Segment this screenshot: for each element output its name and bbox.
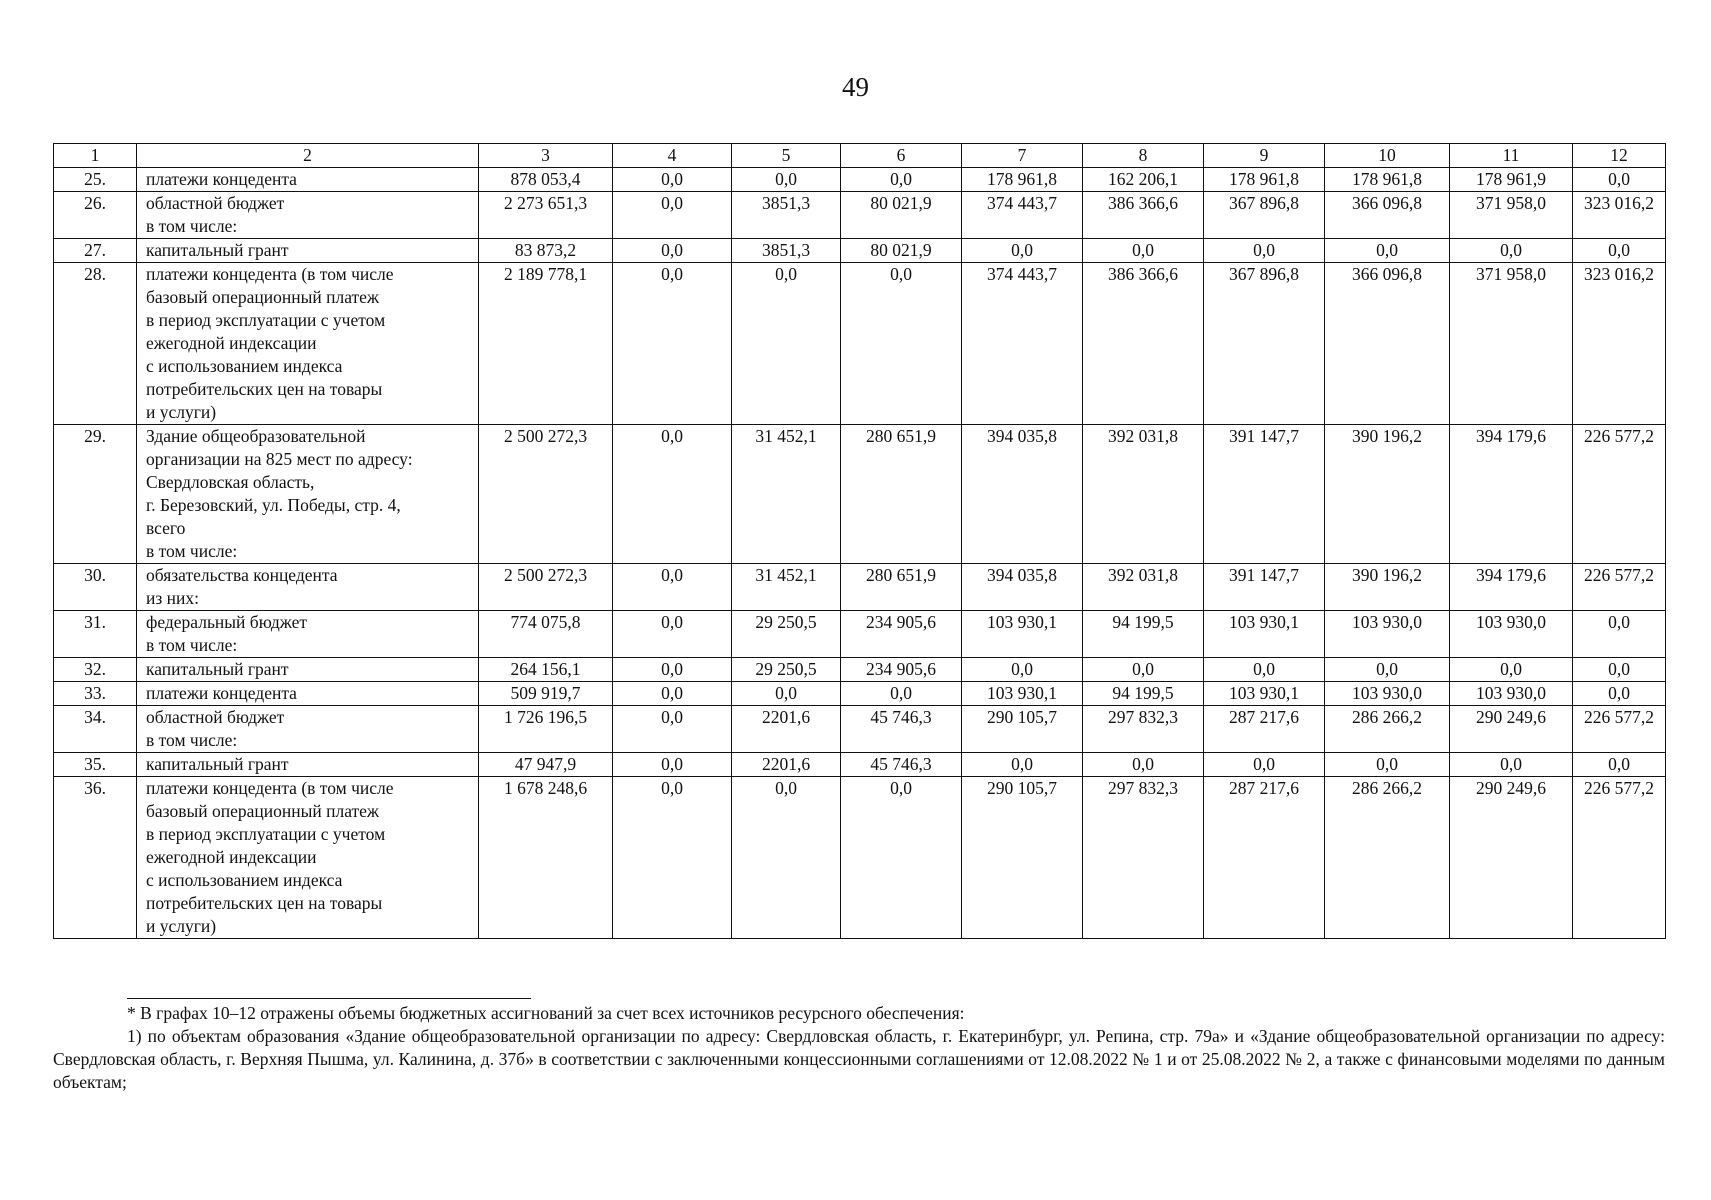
column-header: 11 — [1450, 144, 1573, 168]
value-cell: 47 947,9 — [479, 753, 613, 777]
table-row — [54, 564, 1666, 611]
value-cell: 0,0 — [1573, 682, 1666, 706]
row-name-cell: Здание общеобразовательной организации на 825 мест по адресу: Свердловская область, г. Березовский, ул. Победы, стр. 4, всего в том числе: — [137, 425, 479, 564]
value-cell: 94 199,5 — [1083, 611, 1204, 658]
footnotes — [53, 1002, 1665, 1094]
value-cell: 0,0 — [1325, 239, 1450, 263]
value-cell: 103 930,1 — [1204, 682, 1325, 706]
value-cell: 0,0 — [732, 263, 841, 425]
value-cell: 0,0 — [962, 753, 1083, 777]
value-cell: 0,0 — [841, 777, 962, 939]
value-cell: 178 961,9 — [1450, 168, 1573, 192]
value-cell: 367 896,8 — [1204, 263, 1325, 425]
value-cell: 0,0 — [613, 168, 732, 192]
row-name-cell: капитальный грант — [137, 239, 479, 263]
row-number-cell: 36. — [54, 777, 137, 939]
value-cell: 3851,3 — [732, 239, 841, 263]
value-cell: 0,0 — [841, 682, 962, 706]
value-cell: 394 035,8 — [962, 425, 1083, 564]
value-cell: 0,0 — [1325, 753, 1450, 777]
column-header: 1 — [54, 144, 137, 168]
row-name-cell: платежи концедента — [137, 168, 479, 192]
column-header: 12 — [1573, 144, 1666, 168]
value-cell: 0,0 — [841, 168, 962, 192]
value-cell: 366 096,8 — [1325, 192, 1450, 239]
value-cell: 2 500 272,3 — [479, 564, 613, 611]
value-cell: 0,0 — [1573, 168, 1666, 192]
value-cell: 3851,3 — [732, 192, 841, 239]
value-cell: 0,0 — [613, 777, 732, 939]
value-cell: 286 266,2 — [1325, 706, 1450, 753]
value-cell: 103 930,1 — [962, 611, 1083, 658]
value-cell: 31 452,1 — [732, 425, 841, 564]
value-cell: 31 452,1 — [732, 564, 841, 611]
value-cell: 390 196,2 — [1325, 564, 1450, 611]
footnote-note: * В графах 10–12 отражены объемы бюджетных ассигнований за счет всех источников ресурсного обеспечения: — [127, 1003, 965, 1023]
value-cell: 0,0 — [1204, 753, 1325, 777]
value-cell: 80 021,9 — [841, 192, 962, 239]
value-cell: 226 577,2 — [1573, 564, 1666, 611]
column-header: 10 — [1325, 144, 1450, 168]
row-name-cell: капитальный грант — [137, 753, 479, 777]
value-cell: 103 930,1 — [1204, 611, 1325, 658]
value-cell: 391 147,7 — [1204, 425, 1325, 564]
value-cell: 0,0 — [613, 658, 732, 682]
table-row — [54, 682, 1666, 706]
value-cell: 323 016,2 — [1573, 192, 1666, 239]
value-cell: 0,0 — [1325, 658, 1450, 682]
row-number-cell: 35. — [54, 753, 137, 777]
column-header: 4 — [613, 144, 732, 168]
value-cell: 226 577,2 — [1573, 425, 1666, 564]
value-cell: 0,0 — [962, 239, 1083, 263]
value-cell: 1 726 196,5 — [479, 706, 613, 753]
value-cell: 103 930,0 — [1450, 611, 1573, 658]
value-cell: 2201,6 — [732, 753, 841, 777]
value-cell: 371 958,0 — [1450, 192, 1573, 239]
column-header: 9 — [1204, 144, 1325, 168]
row-number-cell: 30. — [54, 564, 137, 611]
row-number-cell: 29. — [54, 425, 137, 564]
column-header: 7 — [962, 144, 1083, 168]
row-name-cell: обязательства концедента из них: — [137, 564, 479, 611]
value-cell: 45 746,3 — [841, 706, 962, 753]
row-name-cell: федеральный бюджет в том числе: — [137, 611, 479, 658]
value-cell: 29 250,5 — [732, 611, 841, 658]
table-row — [54, 168, 1666, 192]
value-cell: 394 179,6 — [1450, 425, 1573, 564]
value-cell: 392 031,8 — [1083, 425, 1204, 564]
value-cell: 290 249,6 — [1450, 706, 1573, 753]
value-cell: 0,0 — [613, 425, 732, 564]
table-row — [54, 753, 1666, 777]
value-cell: 374 443,7 — [962, 192, 1083, 239]
value-cell: 264 156,1 — [479, 658, 613, 682]
value-cell: 323 016,2 — [1573, 263, 1666, 425]
value-cell: 374 443,7 — [962, 263, 1083, 425]
table-row — [54, 611, 1666, 658]
value-cell: 290 105,7 — [962, 706, 1083, 753]
value-cell: 286 266,2 — [1325, 777, 1450, 939]
value-cell: 80 021,9 — [841, 239, 962, 263]
value-cell: 0,0 — [613, 564, 732, 611]
column-header: 8 — [1083, 144, 1204, 168]
value-cell: 0,0 — [1204, 658, 1325, 682]
value-cell: 2 273 651,3 — [479, 192, 613, 239]
value-cell: 287 217,6 — [1204, 706, 1325, 753]
value-cell: 226 577,2 — [1573, 777, 1666, 939]
column-header: 3 — [479, 144, 613, 168]
budget-table — [53, 143, 1666, 939]
row-number-cell: 28. — [54, 263, 137, 425]
value-cell: 45 746,3 — [841, 753, 962, 777]
row-number-cell: 31. — [54, 611, 137, 658]
value-cell: 2 189 778,1 — [479, 263, 613, 425]
value-cell: 0,0 — [1450, 658, 1573, 682]
value-cell: 287 217,6 — [1204, 777, 1325, 939]
value-cell: 290 105,7 — [962, 777, 1083, 939]
table-row — [54, 658, 1666, 682]
value-cell: 0,0 — [1083, 239, 1204, 263]
row-name-cell: платежи концедента (в том числе базовый операционный платеж в период эксплуатации с учетом ежегодной индексации с использованием индекса потребительских цен на товары и услуги) — [137, 777, 479, 939]
value-cell: 0,0 — [613, 682, 732, 706]
value-cell: 0,0 — [1450, 753, 1573, 777]
value-cell: 94 199,5 — [1083, 682, 1204, 706]
column-header: 6 — [841, 144, 962, 168]
row-name-cell: областной бюджет в том числе: — [137, 706, 479, 753]
value-cell: 366 096,8 — [1325, 263, 1450, 425]
table-row — [54, 239, 1666, 263]
value-cell: 0,0 — [1083, 658, 1204, 682]
value-cell: 0,0 — [732, 777, 841, 939]
table-row — [54, 192, 1666, 239]
value-cell: 774 075,8 — [479, 611, 613, 658]
value-cell: 371 958,0 — [1450, 263, 1573, 425]
column-header: 5 — [732, 144, 841, 168]
row-name-cell: капитальный грант — [137, 658, 479, 682]
value-cell: 509 919,7 — [479, 682, 613, 706]
value-cell: 878 053,4 — [479, 168, 613, 192]
table-body — [54, 144, 1666, 939]
value-cell: 1 678 248,6 — [479, 777, 613, 939]
value-cell: 297 832,3 — [1083, 706, 1204, 753]
footnote-divider — [127, 998, 531, 999]
value-cell: 297 832,3 — [1083, 777, 1204, 939]
value-cell: 2 500 272,3 — [479, 425, 613, 564]
value-cell: 0,0 — [1450, 239, 1573, 263]
row-number-cell: 34. — [54, 706, 137, 753]
value-cell: 0,0 — [841, 263, 962, 425]
value-cell: 0,0 — [1573, 658, 1666, 682]
value-cell: 0,0 — [732, 682, 841, 706]
value-cell: 391 147,7 — [1204, 564, 1325, 611]
value-cell: 386 366,6 — [1083, 263, 1204, 425]
value-cell: 367 896,8 — [1204, 192, 1325, 239]
value-cell: 0,0 — [613, 706, 732, 753]
header-row — [54, 144, 1666, 168]
value-cell: 234 905,6 — [841, 658, 962, 682]
value-cell: 280 651,9 — [841, 564, 962, 611]
value-cell: 390 196,2 — [1325, 425, 1450, 564]
value-cell: 162 206,1 — [1083, 168, 1204, 192]
row-number-cell: 27. — [54, 239, 137, 263]
value-cell: 392 031,8 — [1083, 564, 1204, 611]
value-cell: 103 930,1 — [962, 682, 1083, 706]
value-cell: 0,0 — [1573, 611, 1666, 658]
value-cell: 0,0 — [613, 753, 732, 777]
value-cell: 0,0 — [1083, 753, 1204, 777]
page-number: 49 — [842, 72, 869, 102]
value-cell: 394 035,8 — [962, 564, 1083, 611]
value-cell: 226 577,2 — [1573, 706, 1666, 753]
value-cell: 0,0 — [1573, 239, 1666, 263]
row-number-cell: 25. — [54, 168, 137, 192]
value-cell: 0,0 — [613, 192, 732, 239]
value-cell: 178 961,8 — [1325, 168, 1450, 192]
value-cell: 0,0 — [962, 658, 1083, 682]
value-cell: 2201,6 — [732, 706, 841, 753]
table-row — [54, 425, 1666, 564]
value-cell: 103 930,0 — [1450, 682, 1573, 706]
value-cell: 0,0 — [613, 263, 732, 425]
value-cell: 234 905,6 — [841, 611, 962, 658]
row-number-cell: 26. — [54, 192, 137, 239]
value-cell: 103 930,0 — [1325, 611, 1450, 658]
table-row — [54, 706, 1666, 753]
row-name-cell: платежи концедента (в том числе базовый операционный платеж в период эксплуатации с учетом ежегодной индексации с использованием индекса потребительских цен на товары и услуги) — [137, 263, 479, 425]
value-cell: 386 366,6 — [1083, 192, 1204, 239]
row-name-cell: платежи концедента — [137, 682, 479, 706]
value-cell: 29 250,5 — [732, 658, 841, 682]
row-name-cell: областной бюджет в том числе: — [137, 192, 479, 239]
row-number-cell: 33. — [54, 682, 137, 706]
value-cell: 0,0 — [732, 168, 841, 192]
value-cell: 0,0 — [1573, 753, 1666, 777]
value-cell: 178 961,8 — [1204, 168, 1325, 192]
value-cell: 83 873,2 — [479, 239, 613, 263]
value-cell: 0,0 — [613, 611, 732, 658]
value-cell: 0,0 — [1204, 239, 1325, 263]
value-cell: 178 961,8 — [962, 168, 1083, 192]
value-cell: 0,0 — [613, 239, 732, 263]
value-cell: 290 249,6 — [1450, 777, 1573, 939]
row-number-cell: 32. — [54, 658, 137, 682]
value-cell: 103 930,0 — [1325, 682, 1450, 706]
value-cell: 280 651,9 — [841, 425, 962, 564]
table-row — [54, 263, 1666, 425]
value-cell: 394 179,6 — [1450, 564, 1573, 611]
table-row — [54, 777, 1666, 939]
footnote-item-1: 1) по объектам образования «Здание общеобразовательной организации по адресу: Свердловская область, г. Екатеринбург, ул. Репина, стр. 79а» и «Здание общеобразовательной организации по адресу: Свердловская область, г. Верхняя Пышма, ул. Калинина, д. 37б» в соответствии с заключенными концессионными соглашениями от 12.08.2022 № 1 и от 25.08.2022 № 2, а также с финансовыми моделями по данным объектам; — [53, 1026, 1665, 1092]
column-header: 2 — [137, 144, 479, 168]
